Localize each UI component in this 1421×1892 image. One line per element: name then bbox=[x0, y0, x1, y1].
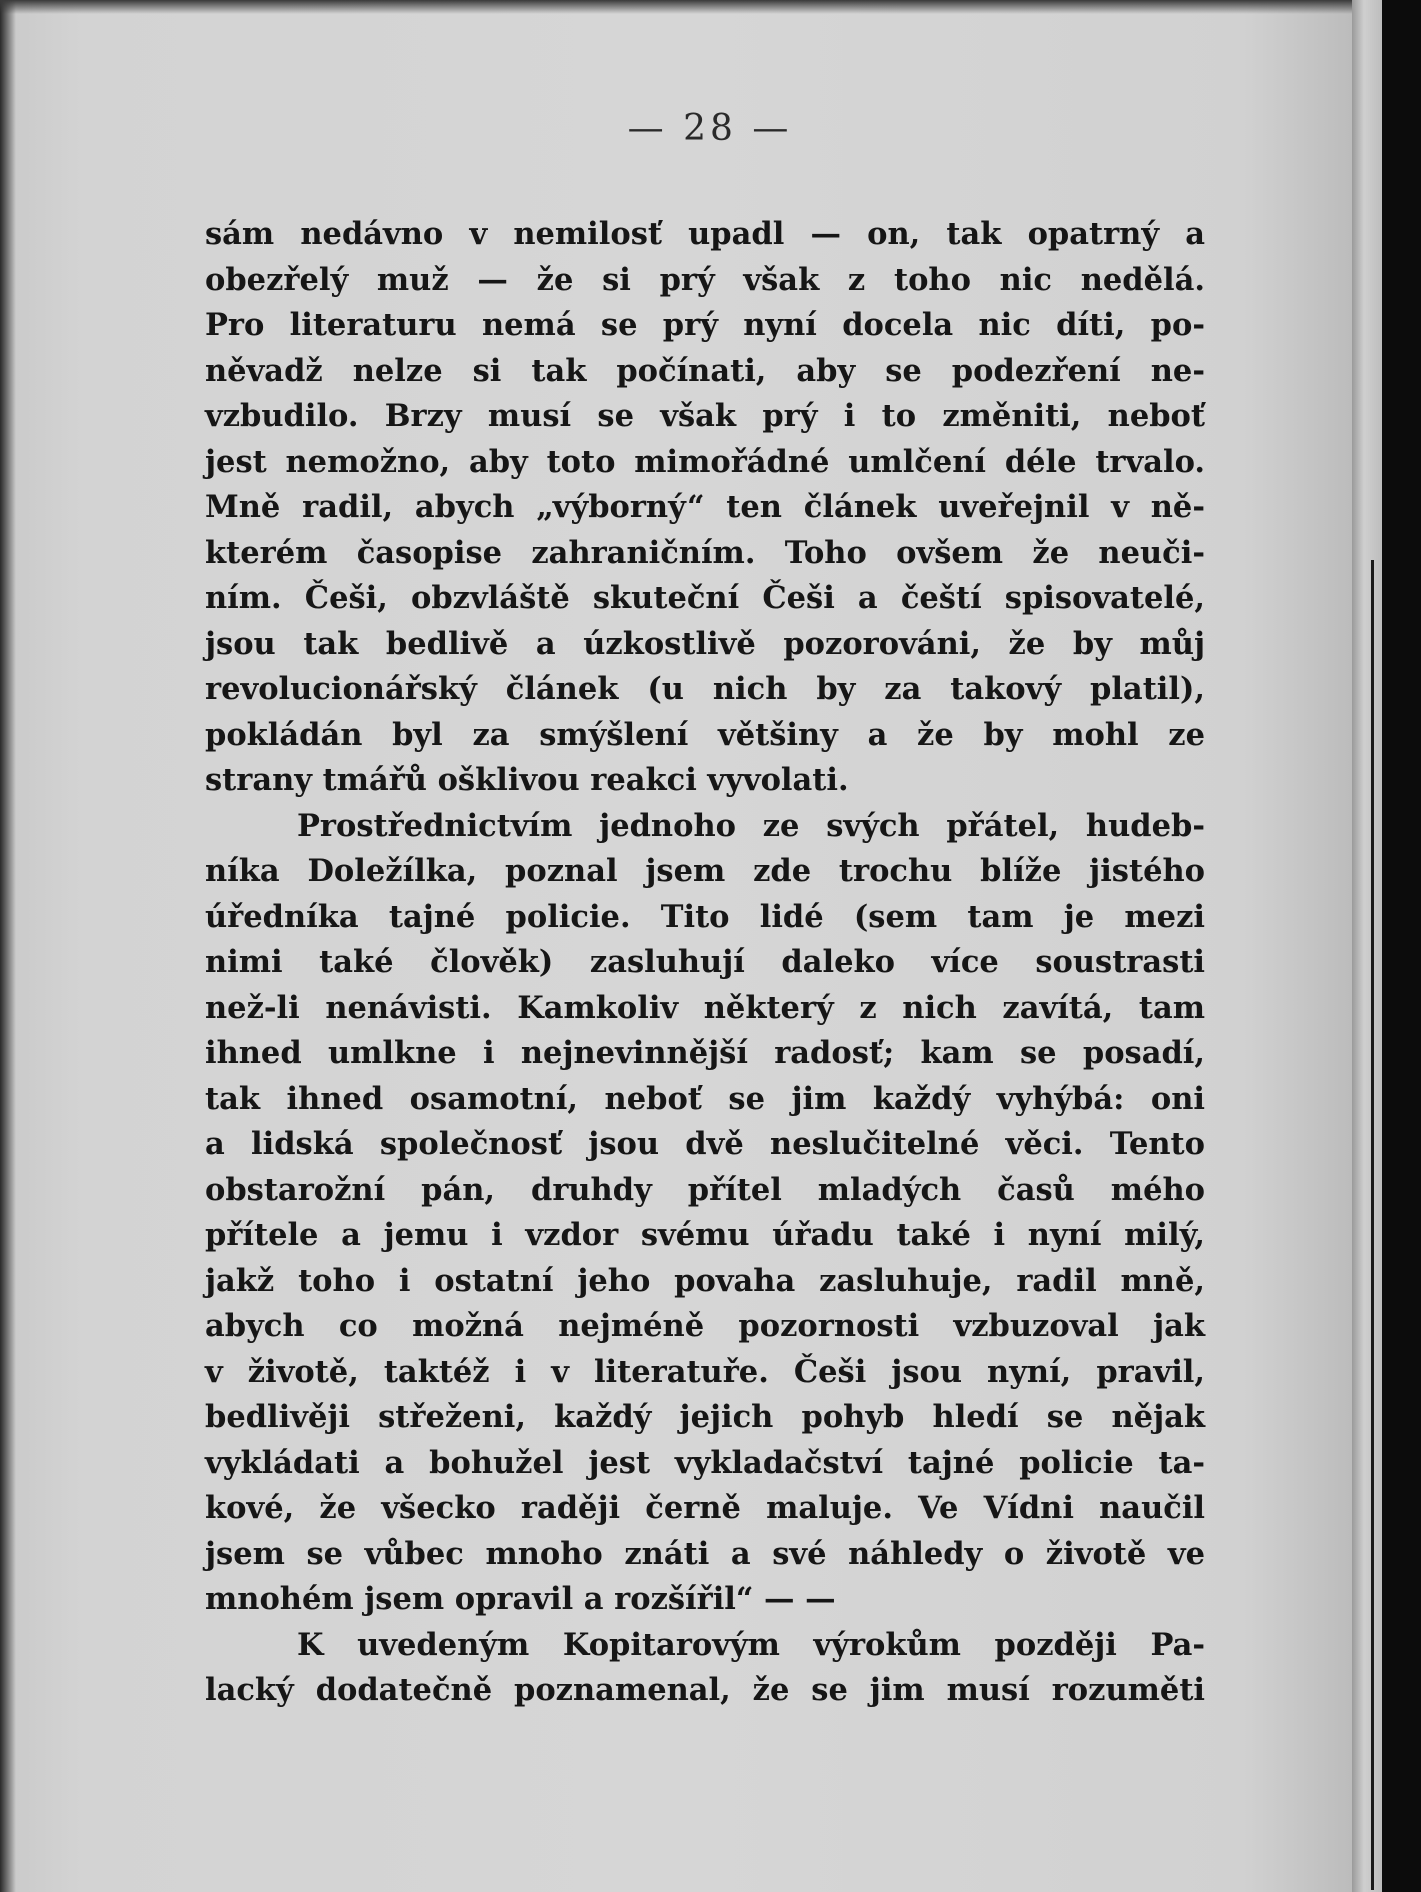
text-line: níka Doležílka, poznal jsem zde trochu blíže jistého bbox=[205, 853, 1205, 889]
text-line: Prostřednictvím jednoho ze svých přátel, hudeb- bbox=[297, 807, 1205, 844]
text-line: jsem se vůbec mnoho znáti a své náhledy o životě ve bbox=[205, 1535, 1205, 1572]
text-line: strany tmářů ošklivou reakci vyvolati. bbox=[205, 762, 849, 798]
page-number: — 28 — bbox=[627, 108, 793, 149]
text-line: ním. Češi, obzvláště skuteční Češi a čeští spisovatelé, bbox=[205, 580, 1205, 616]
text-line: a lidská společnosť jsou dvě neslučitelné věci. Tento bbox=[205, 1126, 1205, 1162]
text-line: vykládati a bohužel jest vykladačství tajné policie ta- bbox=[205, 1444, 1205, 1481]
text-line: ihned umlkne i nejnevinnější radosť; kam se posadí, bbox=[205, 1035, 1205, 1071]
text-line: v životě, taktéž i v literatuře. Češi jsou nyní, pravil, bbox=[205, 1353, 1205, 1390]
text-line: bedlivěji střeženi, každý jejich pohyb hledí se nějak bbox=[205, 1399, 1205, 1435]
text-line: jsou tak bedlivě a úzkostlivě pozorováni, že by můj bbox=[205, 625, 1205, 662]
text-line: obstarožní pán, druhdy přítel mladých časů mého bbox=[205, 1171, 1205, 1208]
text-line: sám nedávno v nemilosť upadl — on, tak opatrný a bbox=[205, 216, 1205, 252]
text-line: jest nemožno, aby toto mimořádné umlčení déle trvalo. bbox=[205, 443, 1205, 480]
book-gutter bbox=[1352, 0, 1382, 1892]
text-line: K uvedeným Kopitarovým výrokům později Pa- bbox=[297, 1626, 1205, 1663]
text-line: vzbudilo. Brzy musí se však prý i to změniti, neboť bbox=[205, 398, 1205, 434]
page-shadow-top bbox=[0, 0, 1352, 14]
text-line: revolucionářský článek (u nich by za takový platil), bbox=[205, 671, 1205, 707]
text-line: nimi také člověk) zasluhují daleko více soustrasti bbox=[205, 944, 1205, 980]
page-shadow-left bbox=[0, 0, 16, 1892]
text-line: mnohém jsem opravil a rozšířil“ — — bbox=[205, 1581, 836, 1617]
text-line: přítele a jemu i vzdor svému úřadu také i nyní milý, bbox=[205, 1217, 1205, 1253]
text-line: kové, že všecko raději černě maluje. Ve Vídni naučil bbox=[205, 1490, 1205, 1526]
text-line: Mně radil, abych „výborný“ ten článek uveřejnil v ně- bbox=[205, 489, 1205, 525]
text-line: něvadž nelze si tak počínati, aby se podezření ne- bbox=[205, 352, 1205, 389]
text-line: tak ihned osamotní, neboť se jim každý vyhýbá: oni bbox=[205, 1080, 1205, 1117]
text-line: kterém časopise zahraničním. Toho ovšem že neuči- bbox=[205, 534, 1205, 571]
text-line: pokládán byl za smýšlení většiny a že by mohl ze bbox=[205, 716, 1205, 753]
gutter-line bbox=[1371, 560, 1374, 1890]
text-line: než-li nenávisti. Kamkoliv některý z nich zavítá, tam bbox=[205, 989, 1205, 1026]
text-line: lacký dodatečně poznamenal, že se jim musí rozuměti bbox=[205, 1672, 1205, 1708]
text-line: abych co možná nejméně pozornosti vzbuzoval jak bbox=[205, 1308, 1205, 1344]
text-line: Pro literaturu nemá se prý nyní docela nic díti, po- bbox=[205, 307, 1205, 343]
text-line: úředníka tajné policie. Tito lidé (sem tam je mezi bbox=[205, 898, 1205, 935]
text-line: jakž toho i ostatní jeho povaha zasluhuje, radil mně, bbox=[205, 1262, 1205, 1299]
text-line: obezřelý muž — že si prý však z toho nic nedělá. bbox=[205, 261, 1205, 298]
body-text bbox=[205, 212, 1205, 1714]
